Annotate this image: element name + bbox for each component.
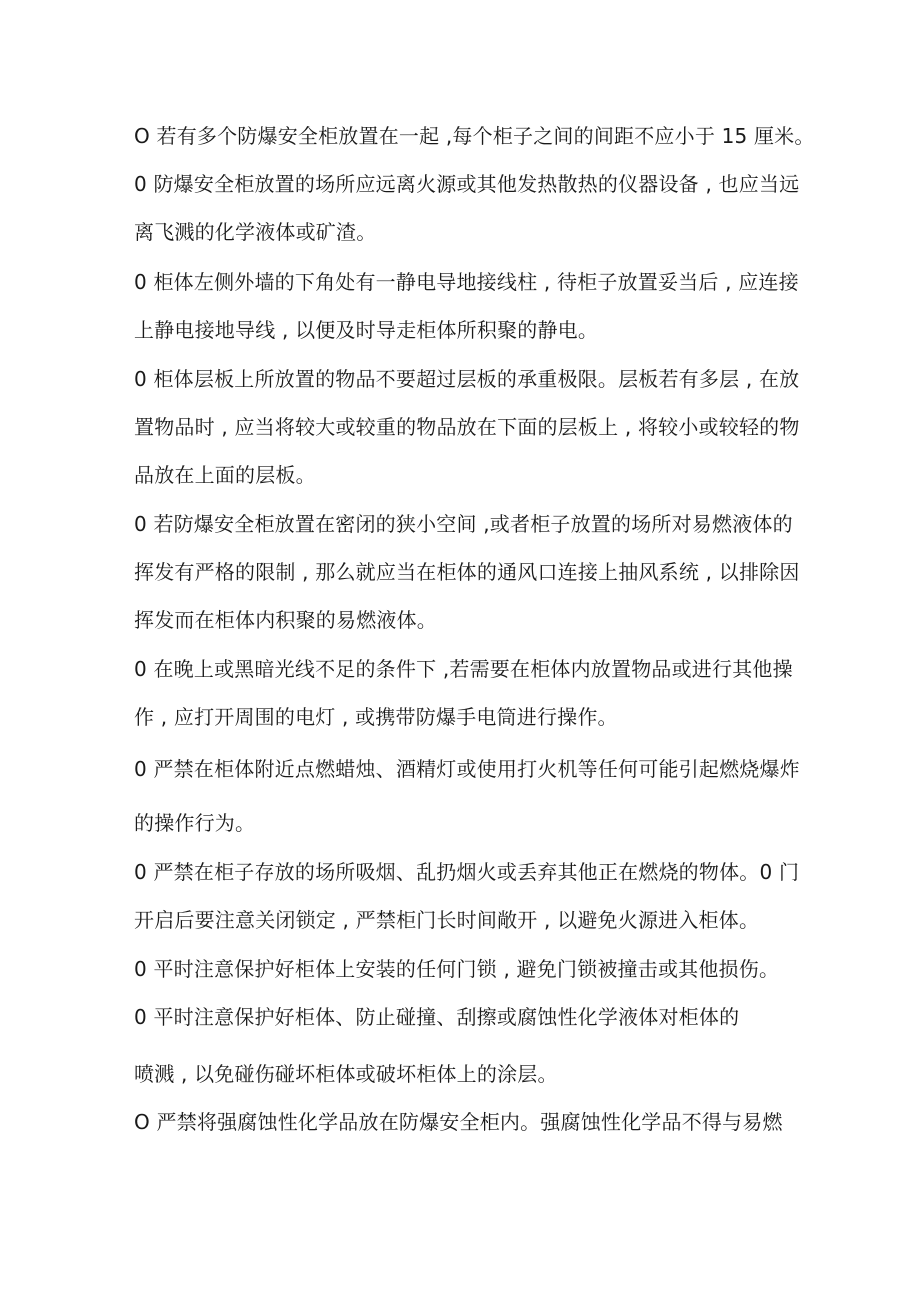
text-line-9: 0 若防爆安全柜放置在密闭的狭小空间 ,或者柜子放置的场所对易燃液体的 [134, 512, 793, 536]
text-line-10: 挥发有严格的限制 , 那么就应当在柜体的通风口连接上抽风系统 , 以排除因 [134, 560, 800, 584]
text-line-2: 0 防爆安全柜放置的场所应远离火源或其他发热散热的仪器设备 , 也应当远 [134, 172, 800, 196]
text-line-11: 挥发而在柜体内积聚的易燃液体。 [134, 608, 437, 632]
text-line-7: 置物品时 , 应当将较大或较重的物品放在下面的层板上 , 将较小或较轻的物 [134, 415, 800, 439]
text-line-14: 0 严禁在柜体附近点燃蜡烛、酒精灯或使用打火机等任何可能引起燃烧爆炸 [134, 757, 800, 781]
text-line-4: 0 柜体左侧外墙的下角处有一静电导地接线柱 , 待柜子放置妥当后 , 应连接 [134, 270, 799, 294]
text-line-13: 作 , 应打开周围的电灯 , 或携带防爆手电筒进行操作。 [134, 705, 618, 729]
text-line-6: 0 柜体层板上所放置的物品不要超过层板的承重极限。层板若有多层 , 在放 [134, 367, 800, 391]
text-line-5: 上静电接地导线 , 以便及时导走柜体所积聚的静电。 [134, 318, 599, 342]
text-line-16: 0 严禁在柜子存放的场所吸烟、乱扔烟火或丢弃其他正在燃烧的物体。0 门 [134, 860, 800, 884]
text-line-3: 离飞溅的化学液体或矿渣。 [134, 220, 377, 244]
text-line-21: O 严禁将强腐蚀性化学品放在防爆安全柜内。强腐蚀性化学品不得与易燃 [134, 1110, 783, 1134]
text-line-18: 0 平时注意保护好柜体上安装的任何门锁 , 避免门锁被撞击或其他损伤。 [134, 957, 780, 981]
text-line-1: O 若有多个防爆安全柜放置在一起 ,每个柜子之间的间距不应小于 15 厘米。 [134, 124, 815, 148]
text-line-15: 的操作行为。 [134, 811, 256, 835]
text-line-17: 开启后要注意关闭锁定 , 严禁柜门长时间敞开 , 以避免火源进入柜体。 [134, 908, 760, 932]
text-line-19: 0 平时注意保护好柜体、防止碰撞、刮擦或腐蚀性化学液体对柜体的 [134, 1005, 740, 1029]
text-line-8: 品放在上面的层板。 [134, 463, 316, 487]
text-line-12: 0 在晚上或黑暗光线不足的条件下 ,若需要在柜体内放置物品或进行其他操 [134, 657, 793, 681]
text-line-20: 喷溅 , 以免碰伤碰坏柜体或破坏柜体上的涂层。 [134, 1062, 558, 1086]
